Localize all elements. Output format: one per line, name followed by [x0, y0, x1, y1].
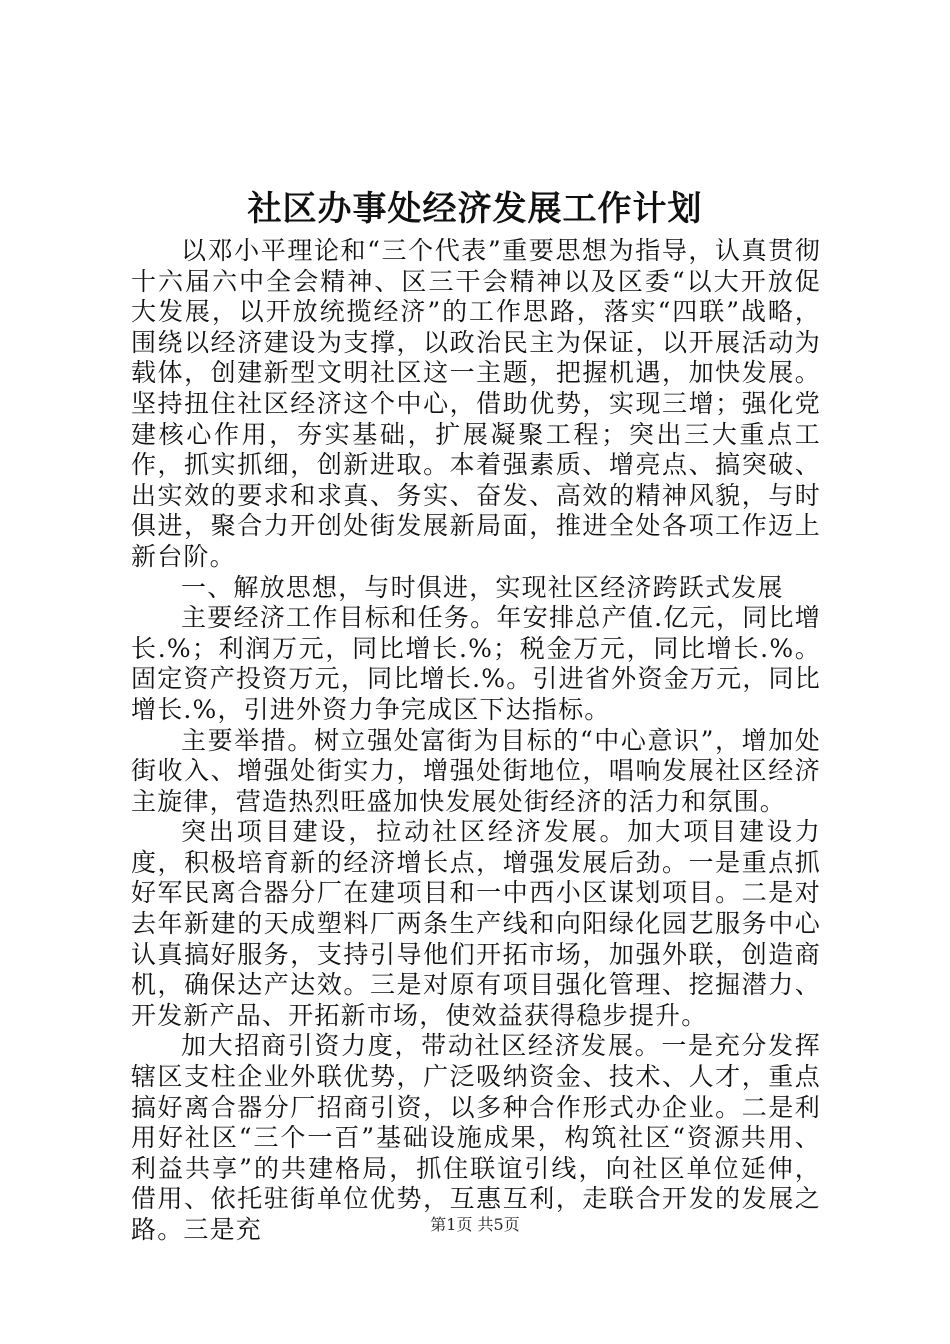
- document-body: [131, 236, 821, 1246]
- section-heading-1: 一、解放思想，与时俱进，实现社区经济跨跃式发展: [181, 572, 784, 602]
- paragraph-intro: 以邓小平理论和“三个代表”重要思想为指导，认真贯彻十六届六中全会精神、区三干会精神以及区委“以大开放促大发展，以开放统揽经济”的工作思路，落实“四联”战略，围绕以经济建设为支撑，以政治民主为保证，以开展活动为载体，创建新型文明社区这一主题，把握机遇，加快发展。坚持扭住社区经济这个中心，借助优势，实现三增；强化党建核心作用，夯实基础，扩展凝聚工程；突出三大重点工作，抓实抓细，创新进取。本着强素质、增亮点、搞突破、出实效的要求和求真、务实、奋发、高效的精神风貌，与时俱进，聚合力开创处街发展新局面，推进全处各项工作迈上新台阶。: [131, 236, 821, 571]
- paragraph-investment: 加大招商引资力度，带动社区经济发展。一是充分发挥辖区支柱企业外联优势，广泛吸纳资金、技术、人才，重点搞好离合器分厂招商引资，以多种合作形式办企业。二是利用好社区“三个一百”基础设施成果，构筑社区“资源共用、利益共享”的共建格局，抓住联谊引线，向社区单位延伸，借用、依托驻街单位优势，互惠互利，走联合开发的发展之路。三是充: [131, 1031, 821, 1244]
- page-footer: 第1页 共5页: [430, 1215, 520, 1234]
- paragraph-measures: 主要举措。树立强处富街为目标的“中心意识”，增加处街收入、增强处街实力，增强处街地位，唱响发展社区经济主旋律，营造热烈旺盛加快发展处街经济的活力和氛围。: [131, 725, 821, 816]
- paragraph-targets: 主要经济工作目标和任务。年安排总产值.亿元，同比增长.%；利润万元，同比增长.%；税金万元，同比增长.%。固定资产投资万元，同比增长.%。引进省外资金万元，同比增长.%，引进外资力争完成区下达指标。: [131, 603, 821, 724]
- paragraph-projects: 突出项目建设，拉动社区经济发展。加大项目建设力度，积极培育新的经济增长点，增强发展后劲。一是重点抓好军民离合器分厂在建项目和一中西小区谋划项目。二是对去年新建的天成塑料厂两条生产线和向阳绿化园艺服务中心认真搞好服务，支持引导他们开拓市场，加强外联，创造商机，确保达产达效。三是对原有项目强化管理、挖掘潜力、开发新产品、开拓新市场，使效益获得稳步提升。: [131, 817, 821, 1030]
- document-title: 社区办事处经济发展工作计划: [247, 189, 703, 229]
